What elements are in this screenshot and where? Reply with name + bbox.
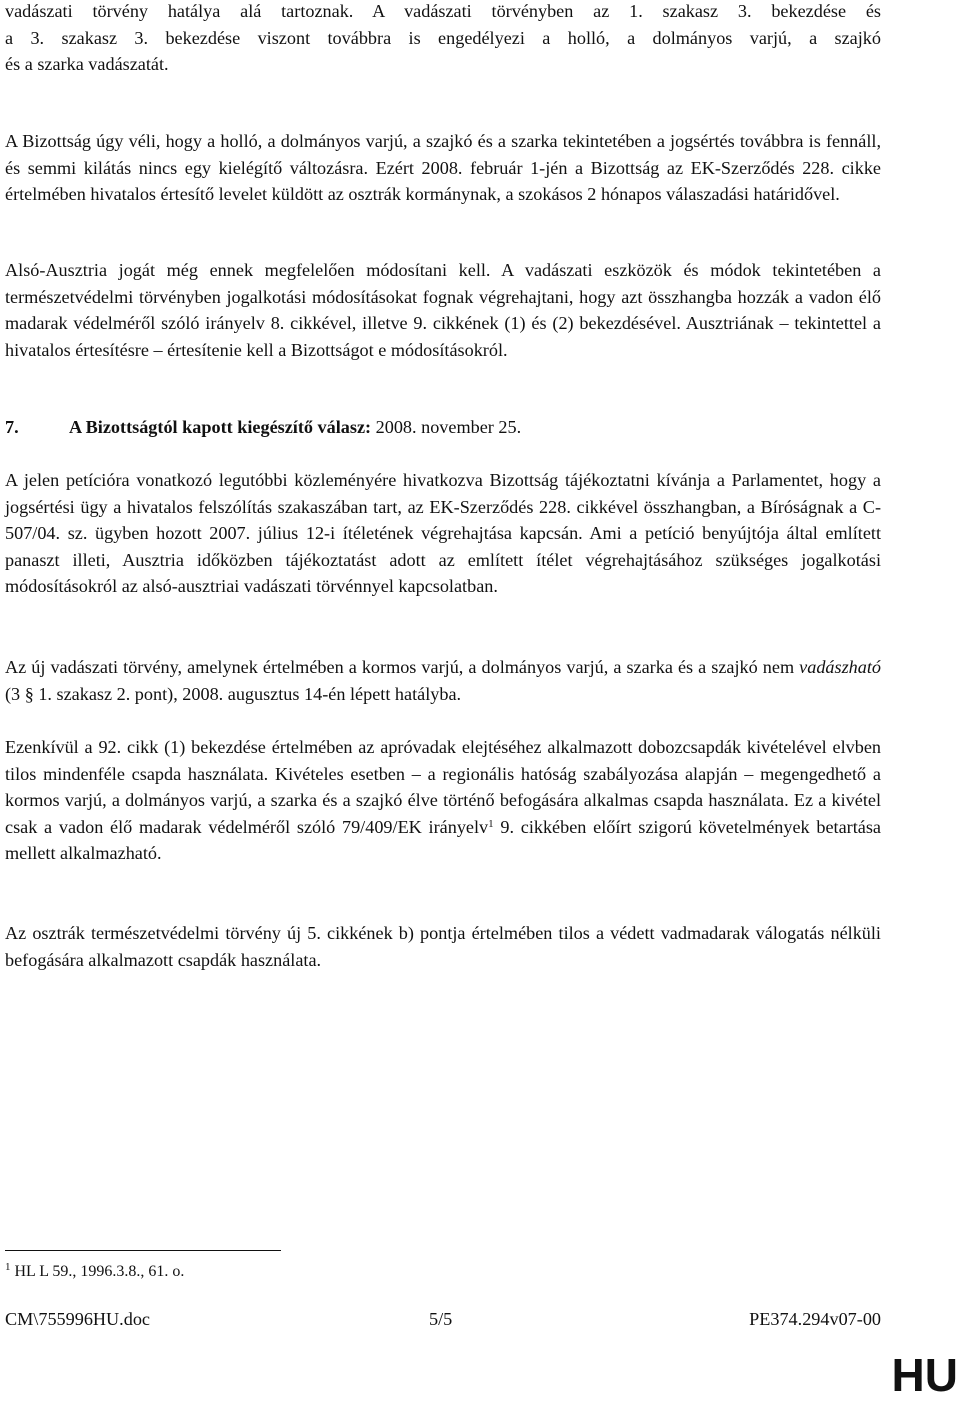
paragraph-line: a 3. szakasz 3. bekezdése viszont továbbra is engedélyezi a holló, a dolmányos varjú, a szajkó	[5, 27, 881, 48]
section-number: 7.	[5, 417, 19, 437]
footnote-marker: 1	[5, 1261, 11, 1273]
footnote-divider	[5, 1250, 281, 1251]
text-run: 9. cikkében előírt szigorú követelmények betartása mellett alkalmazható.	[5, 816, 881, 863]
paragraph-nature-protection-law: Az osztrák természetvédelmi törvény új 5. cikkének b) pontja értelmében tilos a védett vadmadarak válogatás nélküli befogására alkalmazott csapdák használata.	[5, 923, 881, 970]
footnote-reference[interactable]: 1	[488, 817, 494, 830]
paragraph-line: vadászati törvény hatálya alá tartoznak. A vadászati törvényben az 1. szakasz 3. bekezdése és	[5, 1, 881, 21]
footer-doc-reference: CM\755996HU.doc	[5, 1309, 150, 1329]
footer-page-number: 5/5	[429, 1309, 453, 1329]
section-date: 2008. november 25.	[371, 417, 522, 437]
paragraph-new-hunting-law	[5, 654, 881, 707]
footer-version: PE374.294v07-00	[749, 1309, 881, 1329]
language-code-badge: HU	[891, 1349, 958, 1401]
paragraph-trap-rules	[5, 734, 881, 867]
paragraph-line: és a szarka vadászatát.	[5, 54, 169, 74]
footnote	[5, 1260, 184, 1284]
paragraph-lower-austria-law: Alsó-Ausztria jogát még ennek megfelelően módosítani kell. A vadászati eszközök és módok tekintetében a természetvédelmi törvényben jogalkotási módosításokat fognak végrehajtani, hogy azt összhangba hozzák a vadon élő madarak védelméről szóló irányelv 8. cikkével, illetve 9. cikkének (1) és (2) bekezdésével. Ausztriának – tekintettel a hivatalos értesítésre – értesítenie kell a Bizottságot e módosításokról.	[5, 260, 881, 360]
text-run: Az új vadászati törvény, amelynek értelmében a kormos varjú, a dolmányos varjú, a szarka és a szajkó nem	[5, 657, 800, 677]
section-title: A Bizottságtól kapott kiegészítő válasz:	[69, 417, 372, 437]
text-run: Ezenkívül a 92. cikk (1) bekezdése értelmében az apróvadak elejtéséhez alkalmazott dobozcsapdák kivételével elvben tilos mindenféle csapda használata. Kivételes esetben – a regionális hatóság szabályozása alapján – megengedhető a kormos varjú, a dolmányos varjú, a szarka és a szajkó élve történő befogására alkalmas csapda használata. Ez a kivétel csak a vadon élő madarak védelméről szóló 79/409/EK irányelv	[5, 737, 881, 837]
section-heading	[5, 414, 521, 441]
paragraph-infringement-status: A Bizottság úgy véli, hogy a holló, a dolmányos varjú, a szajkó és a szarka tekintetében a jogsértés továbbra is fennáll, és semmi kilátás nincs egy kielégítő változásra. Ezért 2008. február 1-jén a Bizottság az EK-Szerződés 228. cikke értelmében hivatalos értesítő levelet küldött az osztrák kormánynak, a szokásos 2 hónapos válaszadási határidővel.	[5, 131, 881, 204]
paragraph-commission-reply: A jelen petícióra vonatkozó legutóbbi közleményére hivatkozva Bizottság tájékoztatni kívánja a Parlamentet, hogy a jogsértési ügy a hivatalos felszólítás szakaszában tart, az EK-Szerződés 228. cikkével összhangban, a Bíróságnak a C-507/04. sz. ügyben hozott 2007. július 12-i ítéletének végrehajtása kapcsán. Ami a petíció benyújtója által említett panaszt illeti, Ausztria időközben tájékoztatást adott az említett ítélet végrehajtásához szükséges jogalkotási módosításokról az alsó-ausztriai vadászati törvénnyel kapcsolatban.	[5, 470, 881, 596]
paragraph-continuation	[5, 0, 881, 78]
text-run: (3 § 1. szakasz 2. pont), 2008. augusztus 14-én lépett hatályba.	[5, 683, 462, 704]
footnote-text: HL L 59., 1996.3.8., 61. o.	[10, 1263, 185, 1280]
italic-term: vadászható	[799, 657, 881, 677]
